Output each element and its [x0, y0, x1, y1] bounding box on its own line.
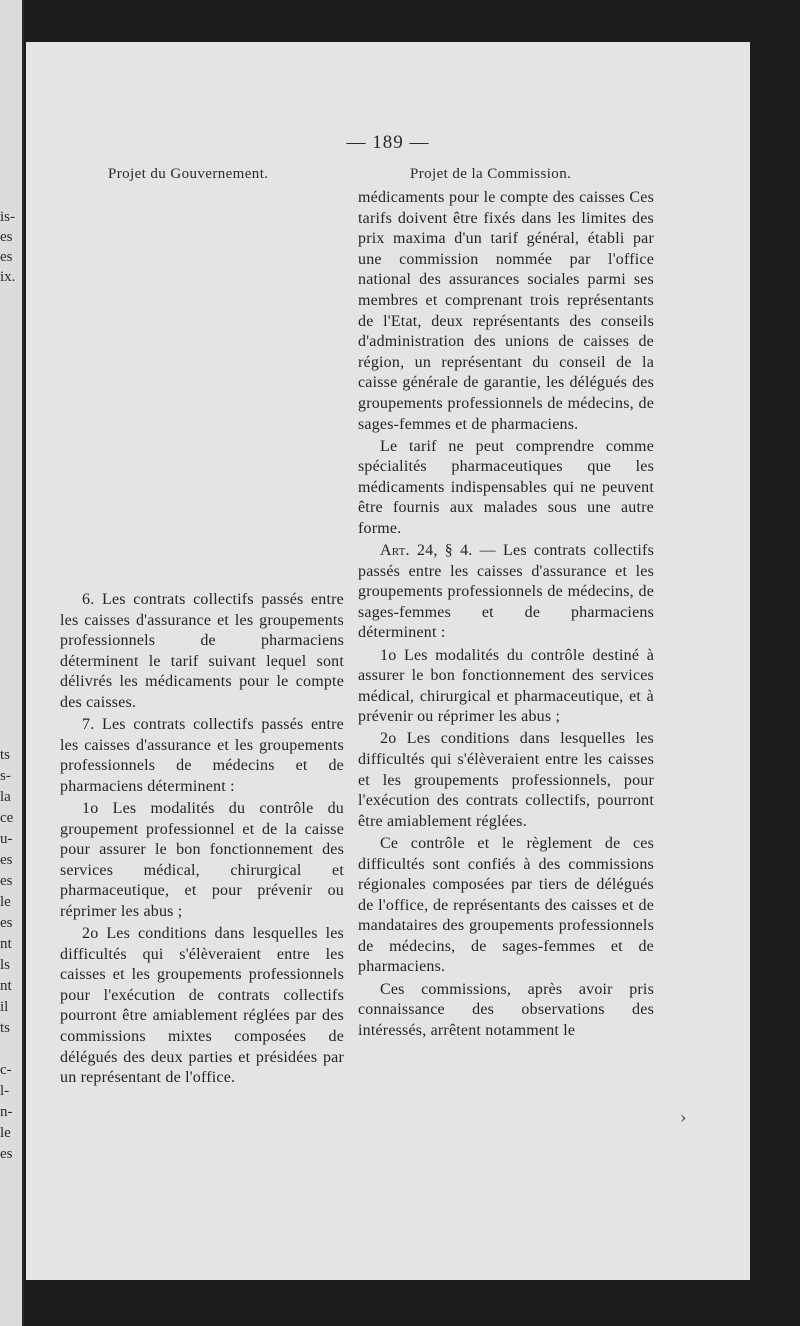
margin-fragment: nt [0, 978, 12, 994]
margin-fragment: le [0, 1125, 11, 1141]
right-column-text [358, 188, 654, 1043]
margin-fragment: le [0, 894, 11, 910]
margin-fragment: n- [0, 1104, 13, 1120]
margin-fragment: es [0, 229, 13, 245]
paragraph: 6. Les contrats collectifs passés entre les caisses d'assurance et les groupements professionnels de pharmaciens déterminent le tarif suivant lequel sont délivrés les médicaments pour le compte des caisses. [60, 591, 344, 711]
margin-fragment: ts [0, 1020, 11, 1036]
margin-fragment: la [0, 789, 11, 805]
margin-fragment: es [0, 915, 13, 931]
margin-fragment: ix. [0, 269, 16, 285]
margin-fragment: nt [0, 936, 12, 952]
margin-fragment: is- [0, 209, 15, 225]
article-text: 24, § 4. — Les contrats collectifs passés entre les caisses d'assurance et les groupements professionnels de médecins, de sages-femmes et de pharmaciens déterminent : [358, 542, 654, 642]
article-paragraph [358, 541, 654, 644]
paragraph: 1o Les modalités du contrôle du groupement professionnel et de la caisse pour assurer le bon fonctionnement des services médical, chirurgical et pharmaceutique, et pour prévenir ou réprimer les abus ; [60, 799, 344, 920]
margin-fragment: es [0, 852, 13, 868]
margin-fragment: l- [0, 1083, 10, 1099]
book-page [26, 42, 750, 1280]
left-column-text [60, 590, 344, 1090]
paragraph: Ces commissions, après avoir pris connaissance des observations des intéressés, arrêtent notamment le [358, 980, 654, 1039]
left-column-heading: Projet du Gouvernement. [108, 166, 269, 182]
page-number: — 189 — [346, 132, 430, 153]
right-column-heading: Projet de la Commission. [410, 166, 572, 182]
paragraph: 7. Les contrats collectifs passés entre les caisses d'assurance et les groupements professionnels de médecins et de pharmaciens déterminent : [60, 716, 344, 795]
paragraph: 2o Les conditions dans lesquelles les difficultés qui s'élèveraient entre les caisses et les groupements professionnels, pour l'exécution des contrats collectifs, pourront être amiablement réglées. [358, 730, 654, 830]
margin-fragment: es [0, 873, 13, 889]
paragraph: 1o Les modalités du contrôle destiné à assurer le bon fonctionnement des services médical, chirurgical et pharmaceutique, et à prévenir ou réprimer les abus ; [358, 646, 654, 726]
margin-fragment: ts [0, 747, 11, 763]
margin-fragment: ls [0, 957, 11, 973]
paragraph: médicaments pour le compte des caisses Ces tarifs doivent être fixés dans les limites des prix maxima d'un tarif général, établi par une commission nommée par l'office national des assurances sociales parmi ses membres et comprenant trois représentants de l'Etat, deux représentants des conseils d'administration des unions de caisses de région, un représentant du conseil de la caisse générale de garantie, les délégués des groupements professionnels de médecins, de sages-femmes et de pharmaciens. [358, 189, 654, 433]
paragraph: Ce contrôle et le règlement de ces difficultés sont confiés à des commissions régionales composées par tiers de délégués de l'office, de représentants des caisses et de mandataires des groupements professionnels de médecins, de sages-femmes et de pharmaciens. [358, 834, 654, 976]
continuation-marker: › [680, 1108, 687, 1127]
paragraph: 2o Les conditions dans lesquelles les difficultés qui s'élèveraient entre les caisses et les groupements professionnels pour l'exécution de contrats collectifs pourront être amiablement réglées par des commissions mixtes composées de délégués des deux parties et présidées par un représentant de l'office. [60, 925, 344, 1087]
margin-fragment: s- [0, 768, 11, 784]
paragraph: Le tarif ne peut comprendre comme spécialités pharmaceutiques que les médicaments indispensables qui ne peuvent être fournis aux malades sous une autre forme. [358, 437, 654, 537]
margin-fragment: es [0, 1146, 13, 1162]
margin-fragment: ce [0, 810, 14, 826]
margin-fragment: c- [0, 1062, 12, 1078]
margin-fragment: il [0, 999, 9, 1015]
margin-fragment: es [0, 249, 13, 265]
article-label: Art. [380, 542, 410, 560]
margin-fragment: u- [0, 831, 13, 847]
adjacent-page-edge [0, 0, 24, 1326]
